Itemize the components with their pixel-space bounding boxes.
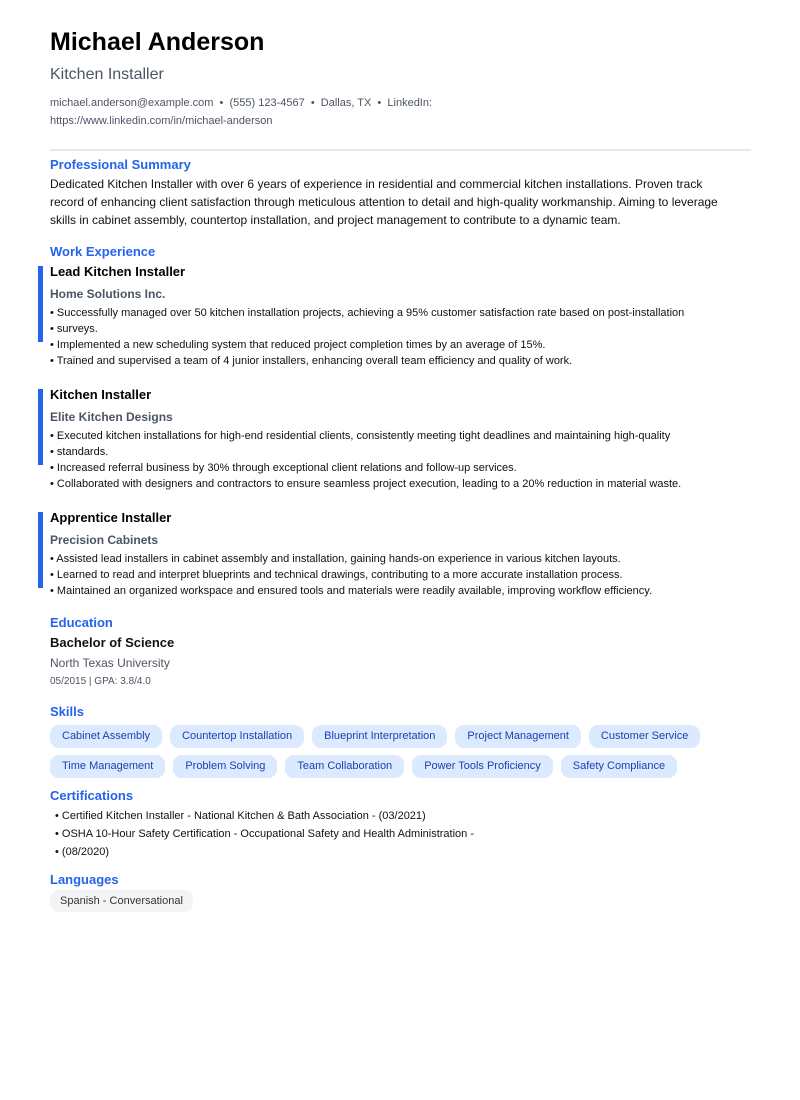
bullet-item: • Learned to read and interpret blueprints and technical drawings, contributing to a more accurate installation process. (50, 569, 623, 581)
job-entry (50, 387, 751, 492)
candidate-name: Michael Anderson (50, 28, 265, 56)
accent-bar (38, 389, 43, 465)
section-heading-education: Education (50, 615, 113, 630)
job-title: Kitchen Installer (50, 66, 164, 83)
skill-tag: Safety Compliance (561, 755, 677, 778)
skill-tag: Blueprint Interpretation (312, 725, 447, 748)
section-heading-skills: Skills (50, 704, 84, 719)
bullet-item: • Collaborated with designers and contractors to ensure seamless project execution, leading to a 20% reduction in material waste. (50, 478, 682, 490)
accent-bar (38, 266, 43, 342)
skill-list (50, 725, 710, 778)
certification-item: • Certified Kitchen Installer - National Kitchen & Bath Association - (03/2021) (55, 810, 426, 822)
divider (50, 149, 751, 151)
certification-item: • (08/2020) (55, 846, 109, 858)
job-entry-title: Lead Kitchen Installer (50, 264, 186, 279)
bullet-item: • standards. (50, 446, 109, 458)
education-meta: 05/2015 | GPA: 3.8/4.0 (50, 676, 151, 687)
resume (50, 26, 751, 912)
job-entry (50, 510, 751, 599)
job-entry-title: Kitchen Installer (50, 387, 152, 402)
accent-bar (38, 512, 43, 588)
job-bullets (50, 428, 751, 492)
job-entry (50, 264, 751, 369)
language-tag: Spanish - Conversational (50, 890, 193, 912)
job-accent-bar (38, 387, 751, 492)
job-bullets (50, 551, 751, 599)
bullet-item: • Maintained an organized workspace and ensured tools and materials were readily available, improving workflow efficiency. (50, 585, 653, 597)
job-bullets (50, 305, 751, 369)
certification-item: • OSHA 10-Hour Safety Certification - Occupational Safety and Health Administration - (55, 828, 474, 840)
job-entry-title: Apprentice Installer (50, 510, 172, 525)
skill-tag: Team Collaboration (285, 755, 404, 778)
job-accent-bar (38, 510, 751, 599)
language-list (50, 888, 751, 912)
section-heading-languages: Languages (50, 872, 119, 887)
linkedin-link[interactable]: https://www.linkedin.com/in/michael-anderson (50, 115, 273, 127)
company-name: Home Solutions Inc. (50, 287, 166, 301)
skill-tag: Project Management (455, 725, 581, 748)
contact-line: michael.anderson@example.com • (555) 123-4567 • Dallas, TX • LinkedIn: (50, 97, 433, 109)
bullet-item: • Trained and supervised a team of 4 junior installers, enhancing overall team efficiency and quality of work. (50, 355, 573, 367)
skill-tag: Countertop Installation (170, 725, 304, 748)
skill-tag: Cabinet Assembly (50, 725, 162, 748)
bullet-item: • surveys. (50, 323, 98, 335)
skill-tag: Problem Solving (173, 755, 277, 778)
section-heading-summary: Professional Summary (50, 157, 191, 172)
skill-tag: Customer Service (589, 725, 700, 748)
job-list (50, 264, 751, 599)
bullet-item: • Increased referral business by 30% through exceptional client relations and follow-up services. (50, 462, 517, 474)
bullet-item: • Implemented a new scheduling system that reduced project completion times by an average of 15%. (50, 339, 546, 351)
job-accent-bar (38, 264, 751, 369)
section-heading-experience: Work Experience (50, 244, 156, 259)
company-name: Elite Kitchen Designs (50, 410, 173, 424)
bullet-item: • Assisted lead installers in cabinet assembly and installation, gaining hands-on experience in various kitchen layouts. (50, 553, 621, 565)
contact-info (50, 94, 470, 130)
degree: Bachelor of Science (50, 635, 175, 650)
bullet-item: • Successfully managed over 50 kitchen installation projects, achieving a 95% customer satisfaction rate based on post-installation (50, 307, 685, 319)
certification-list (50, 807, 751, 861)
skill-tag: Time Management (50, 755, 165, 778)
company-name: Precision Cabinets (50, 533, 159, 547)
section-heading-certifications: Certifications (50, 788, 134, 803)
bullet-item: • Executed kitchen installations for high-end residential clients, consistently meeting tight deadlines and maintaining high-quality (50, 430, 671, 442)
skill-tag: Power Tools Proficiency (412, 755, 553, 778)
school: North Texas University (50, 656, 170, 670)
summary-text: Dedicated Kitchen Installer with over 6 years of experience in residential and commercial kitchen installations. Proven track record of enhancing client satisfaction through meticulous attention to detail and high-quality workmanship. Aiming to leverage skills in cabinet assembly, countertop installation, and project management to contribute to a dynamic team. (50, 177, 718, 227)
